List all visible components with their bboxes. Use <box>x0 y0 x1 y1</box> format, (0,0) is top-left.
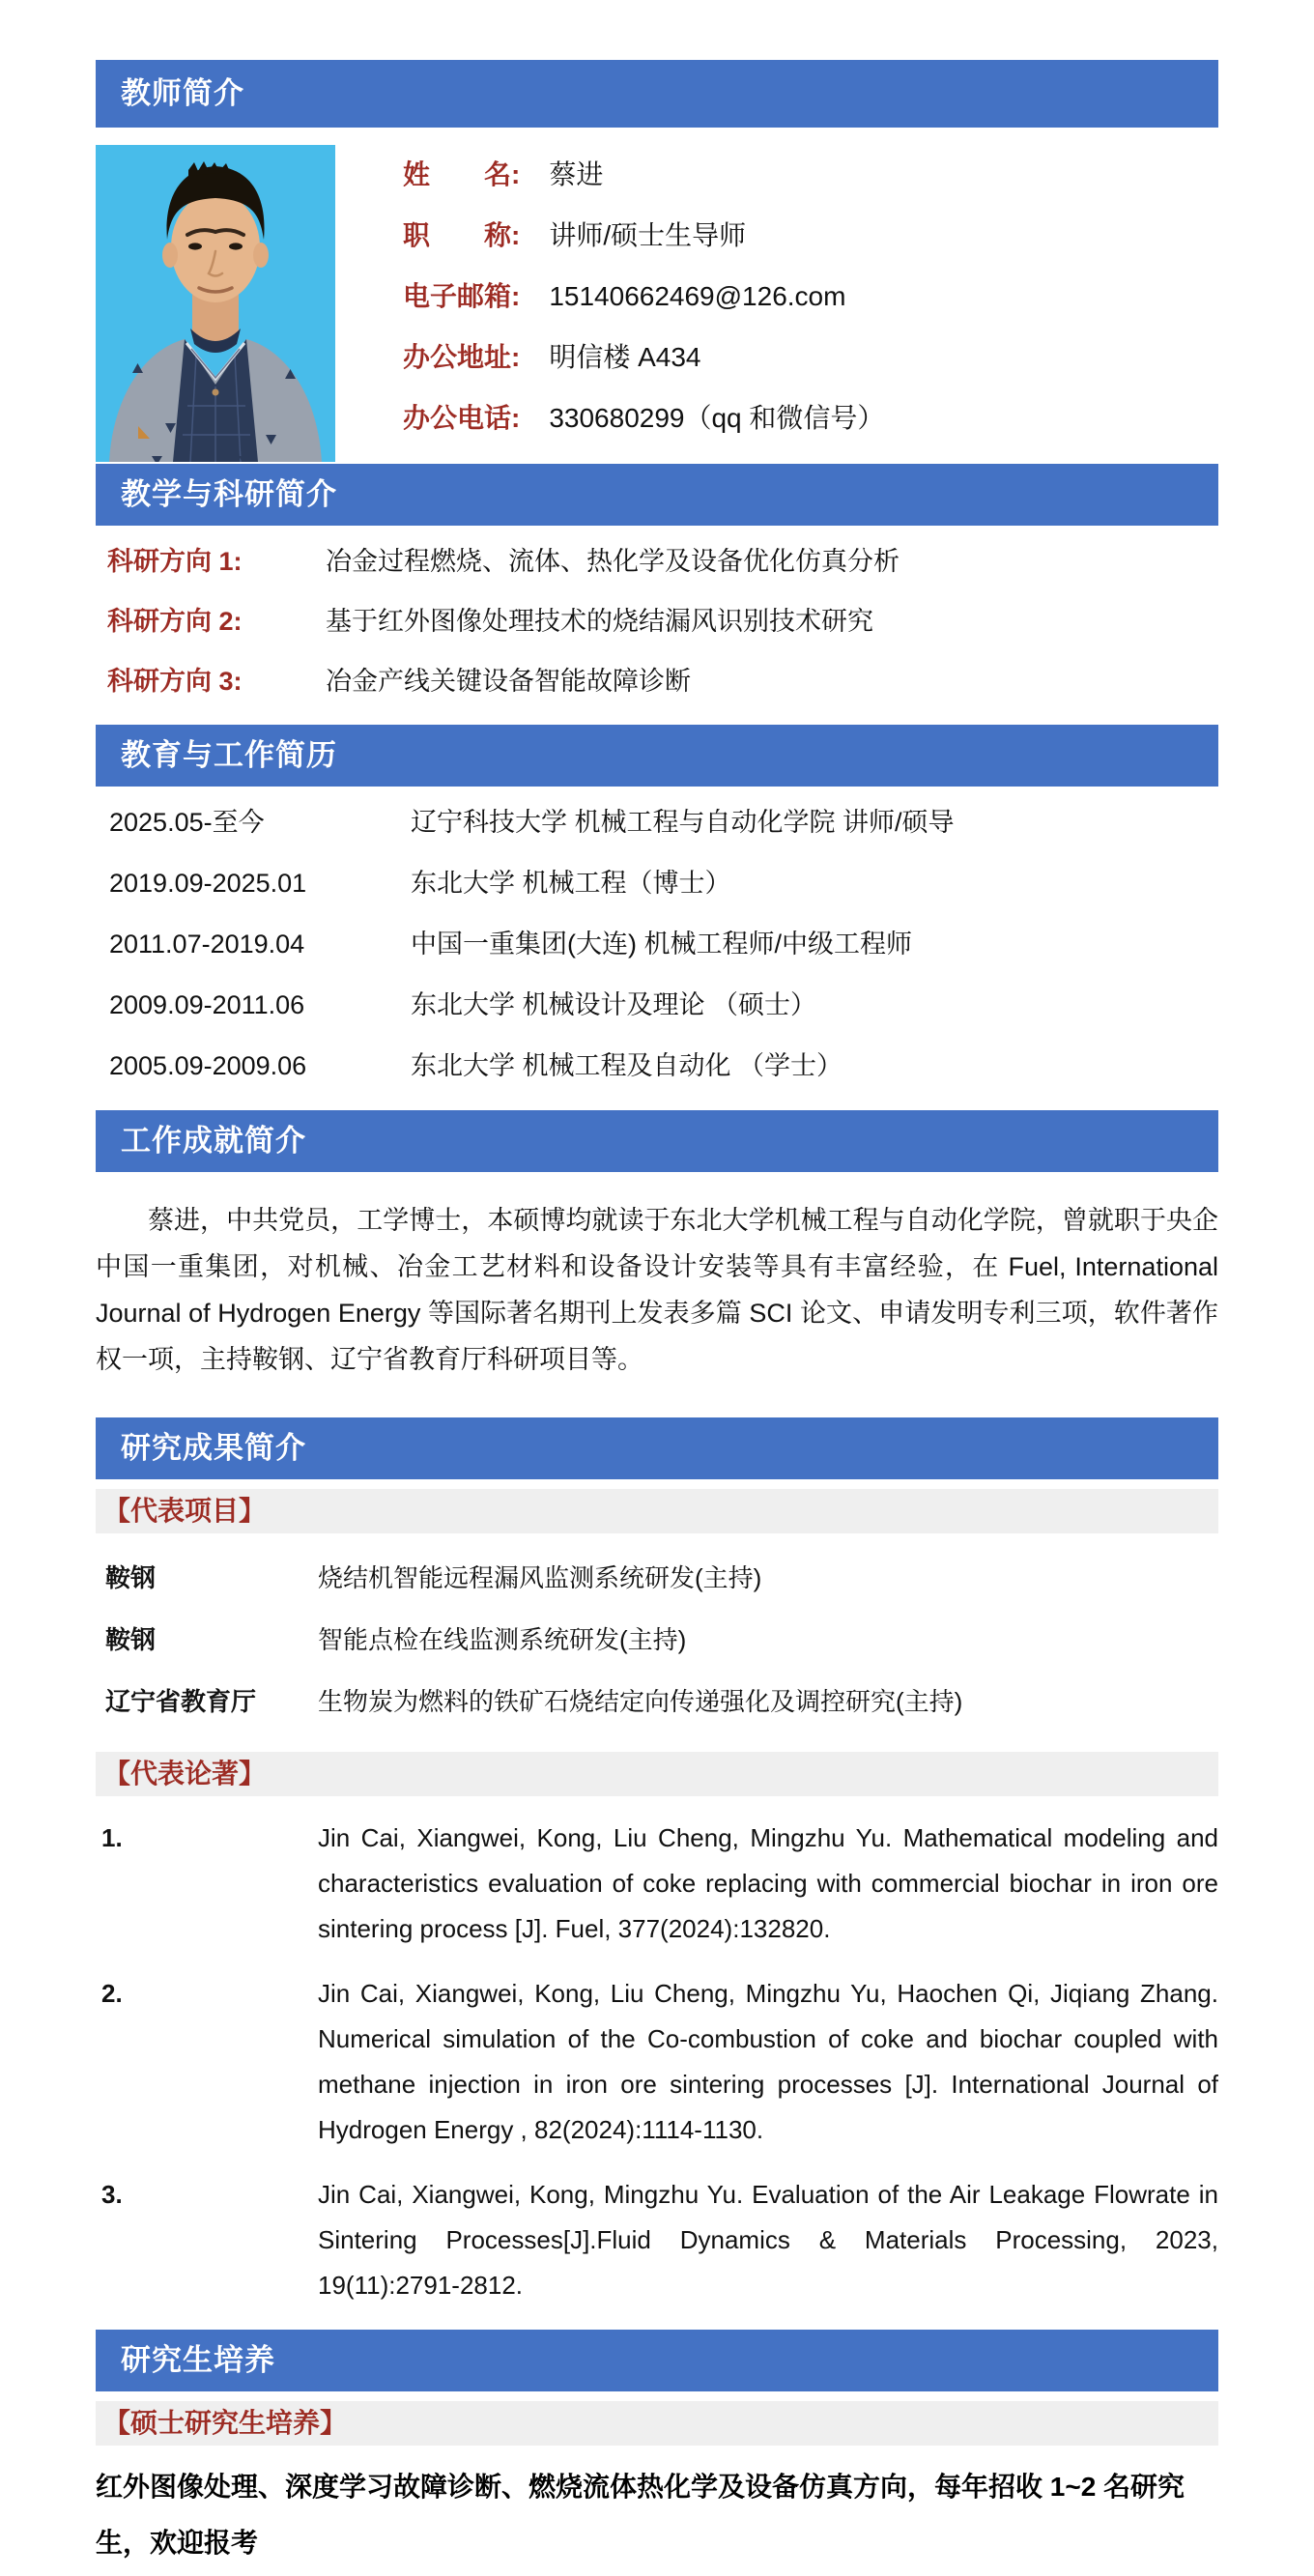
profile-field-label: 办公电话: <box>403 403 521 433</box>
project-row <box>105 1684 1218 1719</box>
education-row <box>109 867 1218 901</box>
papers-list <box>96 1816 1218 2330</box>
paper-number: 1. <box>101 1823 123 1853</box>
project-desc: 生物炭为燃料的铁矿石烧结定向传递强化及调控研究(主持) <box>318 1687 963 1717</box>
research-direction-label: 科研方向 2: <box>107 607 243 636</box>
section-title: 工作成就简介 <box>121 1124 306 1158</box>
section-banner-profile <box>96 60 1218 128</box>
research-direction-row <box>107 605 1218 639</box>
projects-subheader: 【代表项目】 <box>96 1489 1218 1533</box>
section-banner-education-work <box>96 725 1218 787</box>
project-org: 鞍钢 <box>105 1563 157 1593</box>
research-direction-row <box>107 545 1218 579</box>
paper-text: Jin Cai, Xiangwei, Kong, Liu Cheng, Mingzhu Yu. Mathematical modeling and characteristics evaluation of coke replacing with commercial biochar in iron ore sintering process [J]. Fuel, 377(2024):132820. <box>318 1823 1218 1944</box>
section-banner-research-results <box>96 1417 1218 1479</box>
paper-row <box>101 1816 1218 1952</box>
profile-field-value: 讲师/硕士生导师 <box>549 220 747 250</box>
education-period: 2011.07-2019.04 <box>109 930 305 959</box>
project-row <box>105 1560 1218 1595</box>
section-title: 研究生培养 <box>121 2343 275 2378</box>
profile-field-row <box>403 157 884 193</box>
research-direction-value: 冶金产线关键设备智能故障诊断 <box>326 667 691 696</box>
section-banner-graduate-training <box>96 2330 1218 2391</box>
project-org: 辽宁省教育厅 <box>105 1687 257 1717</box>
paper-row <box>101 1971 1218 2153</box>
project-desc: 智能点检在线监测系统研发(主持) <box>318 1625 687 1655</box>
education-detail: 东北大学 机械工程（博士） <box>411 869 731 898</box>
research-directions <box>96 526 1218 699</box>
education-history <box>96 787 1218 1083</box>
education-period: 2019.09-2025.01 <box>109 869 307 898</box>
section-title: 教育与工作简历 <box>121 738 337 772</box>
section-title: 教师简介 <box>121 76 244 110</box>
profile-field-label: 办公地址: <box>403 342 521 372</box>
profile-field-value-email: 15140662469@126.com <box>549 281 846 311</box>
achievement-paragraph: 蔡进，中共党员，工学博士，本硕博均就读于东北大学机械工程与自动化学院，曾就职于央企中国一重集团，对机械、冶金工艺材料和设备设计安装等具有丰富经验，在 Fuel, International Journal of Hydrogen Energy 等国际著名期刊上发表多篇 SCI 论文、申请发明专利三项，软件著作权一项，主持鞍钢、辽宁省教育厅科研项目等。 <box>96 1206 1218 1375</box>
education-period: 2025.05-至今 <box>109 808 265 837</box>
project-org: 鞍钢 <box>105 1625 157 1655</box>
papers-subheader: 【代表论著】 <box>96 1752 1218 1796</box>
master-training-subheader: 【硕士研究生培养】 <box>96 2401 1218 2446</box>
section-banner-achievements <box>96 1110 1218 1172</box>
research-direction-label: 科研方向 3: <box>107 667 243 696</box>
section-title: 教学与科研简介 <box>121 477 337 511</box>
profile-field-label: 电子邮箱: <box>403 281 521 311</box>
education-row <box>109 928 1218 961</box>
profile-field-value: 蔡进 <box>549 159 604 189</box>
education-row <box>109 988 1218 1022</box>
paper-text: Jin Cai, Xiangwei, Kong, Mingzhu Yu. Evaluation of the Air Leakage Flowrate in Sintering Processes[J].Fluid Dynamics & Materials Processing, 2023, 19(11):2791-2812. <box>318 2180 1218 2301</box>
paper-number: 2. <box>101 1979 123 2009</box>
teacher-photo <box>96 145 335 462</box>
profile-field-label: 职 称: <box>403 220 521 250</box>
paper-number: 3. <box>101 2180 123 2210</box>
education-detail: 东北大学 机械设计及理论 （硕士） <box>411 990 817 1019</box>
research-direction-label: 科研方向 1: <box>107 547 243 576</box>
profile-field-label: 姓 名: <box>403 159 521 189</box>
education-period: 2009.09-2011.06 <box>109 990 305 1019</box>
profile-field-value: 明信楼 A434 <box>549 342 701 372</box>
project-desc: 烧结机智能远程漏风监测系统研发(主持) <box>318 1563 762 1593</box>
profile-info-section <box>96 143 1218 464</box>
profile-fields <box>403 143 884 464</box>
graduate-recruitment-text: 红外图像处理、深度学习故障诊断、燃烧流体热化学及设备仿真方向，每年招收 1~2 名研究生，欢迎报考 <box>96 2472 1185 2558</box>
education-period: 2005.09-2009.06 <box>109 1051 307 1080</box>
education-row <box>109 1049 1218 1083</box>
section-title: 研究成果简介 <box>121 1431 306 1466</box>
project-row <box>105 1622 1218 1657</box>
research-direction-value: 基于红外图像处理技术的烧结漏风识别技术研究 <box>326 607 873 636</box>
profile-field-row <box>403 217 884 254</box>
profile-field-row <box>403 400 884 437</box>
research-direction-value: 冶金过程燃烧、流体、热化学及设备优化仿真分析 <box>326 547 900 576</box>
paper-text: Jin Cai, Xiangwei, Kong, Liu Cheng, Mingzhu Yu, Haochen Qi, Jiqiang Zhang. Numerical simulation of the Co-combustion of coke and biochar coupled with methane injection in iron ore sintering processes [J]. International Journal of Hydrogen Energy , 82(2024):1114-1130. <box>318 1979 1218 2145</box>
research-direction-row <box>107 665 1218 699</box>
section-banner-teaching-research <box>96 464 1218 526</box>
projects-list <box>96 1560 1218 1742</box>
education-row <box>109 806 1218 840</box>
profile-field-row <box>403 278 884 315</box>
paper-row <box>101 2172 1218 2308</box>
education-detail: 辽宁科技大学 机械工程与自动化学院 讲师/硕导 <box>411 808 955 837</box>
profile-field-value: 330680299（qq 和微信号） <box>549 403 885 433</box>
education-detail: 东北大学 机械工程及自动化 （学士） <box>411 1051 843 1080</box>
profile-field-row <box>403 339 884 376</box>
faculty-profile-page <box>96 0 1218 2570</box>
education-detail: 中国一重集团(大连) 机械工程师/中级工程师 <box>411 930 912 959</box>
teacher-photo-graphic <box>96 145 335 462</box>
